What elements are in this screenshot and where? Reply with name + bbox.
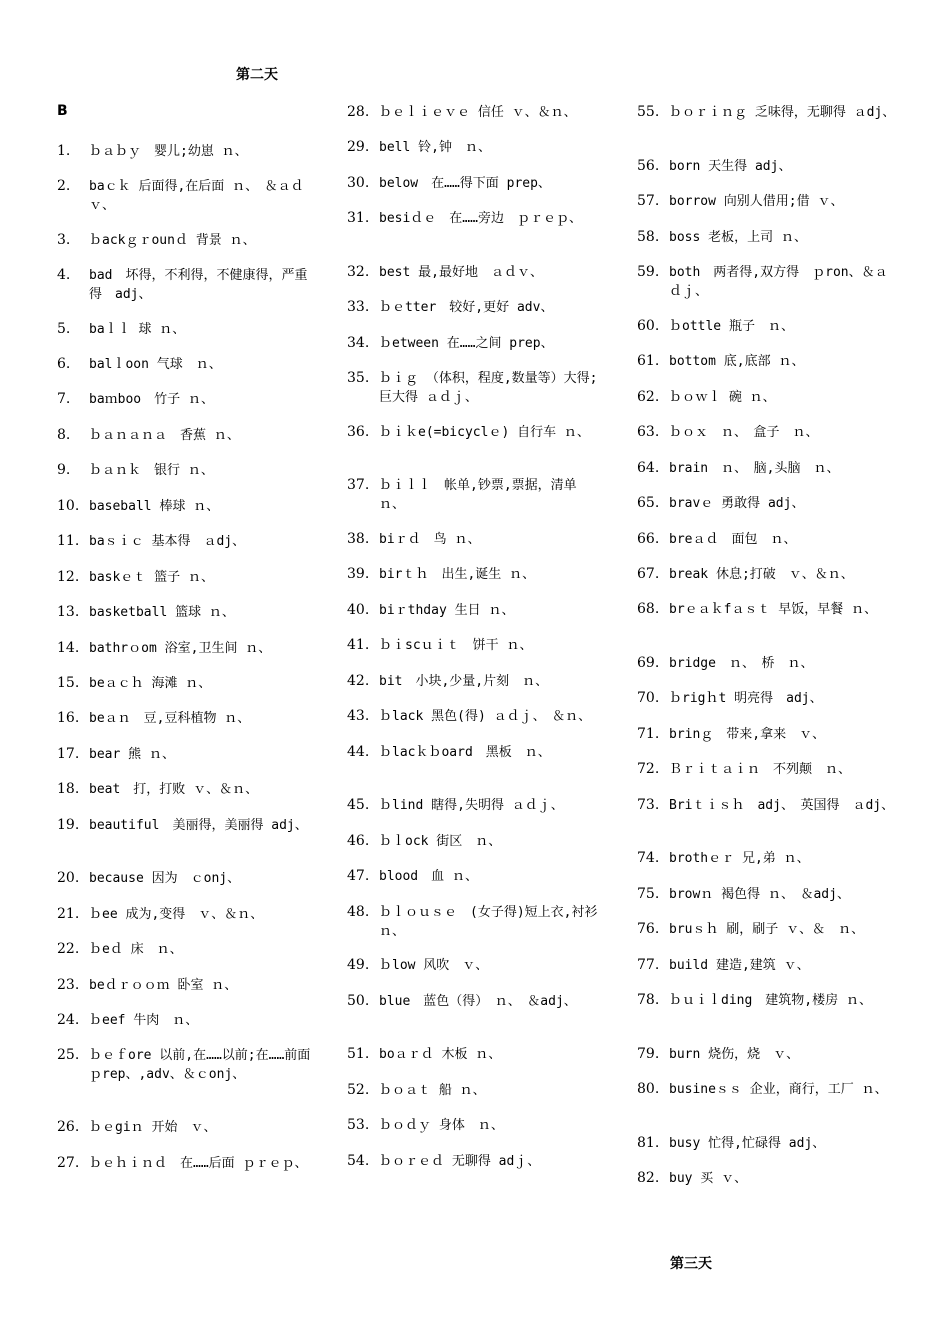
entry-number: 74. [637, 850, 660, 866]
vocab-entry [347, 103, 609, 122]
entry-text: ｂetween 在……之间 prep、 [379, 336, 554, 351]
vocab-entry [57, 390, 319, 409]
entry-number: 46. [347, 833, 370, 849]
entry-text: Ｂｒｉｔａｉｎ 不列颠 ｎ、 [669, 762, 852, 777]
entry-text: ｂａｎｋ 银行 ｎ、 [89, 463, 214, 478]
vocab-entry [57, 816, 319, 835]
entry-text: balｌoon 气球 ｎ、 [89, 357, 222, 372]
vocab-entry [347, 565, 609, 584]
entry-number: 22. [57, 941, 80, 957]
entry-text: blue 蓝色（得） ｎ、 ＆adj、 [379, 994, 577, 1009]
vocab-entry [637, 1169, 899, 1188]
entry-number: 19. [57, 817, 80, 833]
entry-text: brｅａｋfａｓｔ 早饭，早餐 ｎ、 [669, 602, 878, 617]
entry-text: ｂee 成为,变得 ｖ、＆ｎ、 [89, 907, 264, 922]
entry-text: ｂｏｒｉｎｇ 乏味得，无聊得 ａdj、 [669, 105, 896, 120]
entry-number: 62. [637, 389, 660, 405]
entry-number: 9. [57, 462, 71, 478]
entry-text: ｂａｂｙ 婴儿;幼崽 ｎ、 [89, 144, 248, 159]
entry-number: 10. [57, 498, 80, 514]
entry-text: bad 坏得，不利得，不健康得，严重得 adj、 [89, 268, 308, 302]
vocab-entry [347, 174, 609, 193]
entry-number: 69. [637, 655, 660, 671]
entry-text: busineｓｓ 企业，商行，工厂 ｎ、 [669, 1082, 888, 1097]
vocab-entry [637, 956, 899, 975]
entry-text: ｂottle 瓶子 ｎ、 [669, 319, 794, 334]
vocab-entry [637, 263, 899, 301]
entry-number: 26. [57, 1119, 80, 1135]
vocab-entry [637, 317, 899, 336]
entry-text: brain ｎ、 脑,头脑 ｎ、 [669, 461, 840, 476]
vocab-entry [637, 1134, 899, 1153]
vocab-entry [637, 157, 899, 176]
entry-text: Briｔｉｓｈ adj、 英国得 ａdj、 [669, 798, 895, 813]
entry-number: 18. [57, 781, 80, 797]
entry-number: 61. [637, 353, 660, 369]
entry-number: 53. [347, 1117, 370, 1133]
entry-number: 73. [637, 797, 660, 813]
entry-text: ｂｌock 街区 ｎ、 [379, 834, 502, 849]
entry-text: brinｇ 带来,拿来 ｖ、 [669, 727, 826, 742]
vocab-entry [637, 103, 899, 122]
vocab-entry [637, 689, 899, 708]
vocab-entry [637, 725, 899, 744]
entry-text: bit 小块,少量,片刻 ｎ、 [379, 674, 549, 689]
vocab-entry [347, 743, 609, 762]
section-letter: B [57, 103, 68, 119]
entry-text: burn 烧伤，烧 ｖ、 [669, 1047, 800, 1062]
vocab-entry [347, 903, 609, 941]
entry-text: ｂackｇｒounｄ 背景 ｎ、 [89, 233, 256, 248]
vocab-entry [347, 867, 609, 886]
entry-text: beｄｒｏｏｍ 卧室 ｎ、 [89, 978, 238, 993]
entry-number: 11. [57, 533, 80, 549]
entry-text: ｂeｄ 床 ｎ、 [89, 942, 183, 957]
vocab-entry [637, 565, 899, 584]
entry-number: 35. [347, 370, 370, 386]
entry-text: baｍboo 竹子 ｎ、 [89, 392, 214, 407]
entry-number: 65. [637, 495, 660, 511]
entry-number: 17. [57, 746, 80, 762]
entry-text: boａｒｄ 木板 ｎ、 [379, 1047, 502, 1062]
vocab-entry [347, 209, 609, 228]
entry-number: 57. [637, 193, 660, 209]
entry-number: 37. [347, 477, 370, 493]
entry-text: ｂｅｆore 以前,在……以前;在……前面 ｐrep、,adv、＆ｃonj、 [89, 1048, 324, 1082]
entry-number: 15. [57, 675, 80, 691]
vocab-entry [347, 334, 609, 353]
entry-text: baｃｋ 后面得,在后面 ｎ、 ＆ａｄｖ、 [89, 179, 304, 213]
vocab-entry [57, 320, 319, 339]
entry-text: ｂｅtter 较好,更好 adv、 [379, 300, 554, 315]
entry-text: ｂlind 瞎得,失明得 ａｄｊ、 [379, 798, 564, 813]
entry-text: because 因为 ｃonj、 [89, 871, 241, 886]
vocab-entry [57, 142, 319, 161]
vocab-entry [57, 568, 319, 587]
entry-text: beａｃｈ 海滩 ｎ、 [89, 676, 212, 691]
vocab-entry [637, 885, 899, 904]
vocab-entry [347, 369, 609, 407]
entry-text: bell 铃,钟 ｎ、 [379, 140, 491, 155]
entry-number: 20. [57, 870, 80, 886]
entry-number: 70. [637, 690, 660, 706]
vocab-entry [347, 601, 609, 620]
vocab-entry [57, 869, 319, 888]
vocab-entry [347, 636, 609, 655]
entry-number: 79. [637, 1046, 660, 1062]
entry-number: 38. [347, 531, 370, 547]
vocab-entry [637, 849, 899, 868]
entry-text: basketball 篮球 ｎ、 [89, 605, 235, 620]
vocab-entry [637, 760, 899, 779]
vocab-entry [637, 600, 899, 619]
entry-number: 58. [637, 229, 660, 245]
entry-number: 13. [57, 604, 80, 620]
entry-text: ｂｉｋe(=bicyclｅ) 自行车 ｎ、 [379, 425, 590, 440]
entry-text: ｂlacｋｂoard 黑板 ｎ、 [379, 745, 551, 760]
entry-text: ｂlow 风吹 ｖ、 [379, 958, 489, 973]
next-day-title: 第三天 [670, 1256, 712, 1272]
entry-number: 41. [347, 637, 370, 653]
entry-text: ｂｅｈｉｎｄ 在……后面 ｐｒｅｐ、 [89, 1156, 308, 1171]
entry-text: blood 血 ｎ、 [379, 869, 478, 884]
entry-text: ｂｏａｔ 船 ｎ、 [379, 1083, 486, 1098]
entry-number: 81. [637, 1135, 660, 1151]
vocab-entry [637, 654, 899, 673]
entry-text: biｒｄ 鸟 ｎ、 [379, 532, 481, 547]
entry-text: born 天生得 adj、 [669, 159, 792, 174]
entry-number: 49. [347, 957, 370, 973]
vocab-entry [347, 423, 609, 442]
entry-number: 31. [347, 210, 370, 226]
entry-text: brothｅｒ 兄,弟 ｎ、 [669, 851, 810, 866]
entry-text: beat 打，打败 ｖ、＆ｎ、 [89, 782, 259, 797]
entry-number: 42. [347, 673, 370, 689]
entry-number: 14. [57, 640, 80, 656]
entry-number: 24. [57, 1012, 80, 1028]
vocab-entry [637, 192, 899, 211]
entry-number: 5. [57, 321, 71, 337]
entry-number: 33. [347, 299, 370, 315]
day-title: 第二天 [236, 67, 278, 83]
entry-text: ｂeef 牛肉 ｎ、 [89, 1013, 199, 1028]
entry-number: 43. [347, 708, 370, 724]
entry-text: boss 老板，上司 ｎ、 [669, 230, 807, 245]
entry-number: 82. [637, 1170, 660, 1186]
entry-number: 7. [57, 391, 71, 407]
entry-text: biｒthday 生日 ｎ、 [379, 603, 515, 618]
vocab-entry [347, 298, 609, 317]
vocab-entry [637, 796, 899, 815]
vocab-entry [637, 530, 899, 549]
vocab-entry [637, 423, 899, 442]
entry-text: beautiful 美丽得，美丽得 adj、 [89, 818, 308, 833]
entry-number: 68. [637, 601, 660, 617]
vocab-entry [347, 476, 609, 514]
entry-number: 47. [347, 868, 370, 884]
vocab-entry [57, 780, 319, 799]
entry-number: 54. [347, 1153, 370, 1169]
entry-number: 63. [637, 424, 660, 440]
entry-text: ｂｅgiｎ 开始 ｖ、 [89, 1120, 217, 1135]
entry-text: both 两者得,双方得 ｐron、＆ａｄｊ、 [669, 265, 888, 299]
entry-number: 77. [637, 957, 660, 973]
entry-text: bridge ｎ、 桥 ｎ、 [669, 656, 814, 671]
vocab-entry [347, 796, 609, 815]
entry-text: ｂｏｘ ｎ、 盒子 ｎ、 [669, 425, 819, 440]
entry-number: 23. [57, 977, 80, 993]
entry-text: bruｓｈ 刷，刷子 ｖ、＆ ｎ、 [669, 922, 865, 937]
vocab-entry [57, 1011, 319, 1030]
entry-text: ｂａｎａｎａ 香蕉 ｎ、 [89, 428, 240, 443]
entry-text: build 建造,建筑 ｖ、 [669, 958, 810, 973]
vocab-entry [57, 497, 319, 516]
entry-text: besiｄｅ 在……旁边 ｐｒｅｐ、 [379, 211, 582, 226]
entry-text: borrow 向别人借用;借 ｖ、 [669, 194, 844, 209]
entry-text: baｓｉｃ 基本得 ａdj、 [89, 534, 246, 549]
entry-text: baｌｌ 球 ｎ、 [89, 322, 186, 337]
entry-number: 36. [347, 424, 370, 440]
entry-number: 76. [637, 921, 660, 937]
entry-number: 44. [347, 744, 370, 760]
entry-text: beａｎ 豆,豆科植物 ｎ、 [89, 711, 251, 726]
entry-text: bathrｏom 浴室,卫生间 ｎ、 [89, 641, 272, 656]
vocab-entry [347, 1045, 609, 1064]
vocab-entry [57, 639, 319, 658]
vocab-entry [57, 1046, 324, 1084]
entry-text: breａｄ 面包 ｎ、 [669, 532, 797, 547]
vocab-entry [347, 138, 609, 157]
vocab-entry [57, 976, 319, 995]
entry-text: bravｅ 勇敢得 adj、 [669, 496, 805, 511]
vocab-entry [347, 263, 609, 282]
entry-number: 25. [57, 1047, 80, 1063]
entry-number: 60. [637, 318, 660, 334]
vocab-entry [57, 1118, 319, 1137]
entry-number: 72. [637, 761, 660, 777]
entry-text: birｔｈ 出生,诞生 ｎ、 [379, 567, 536, 582]
entry-text: ｂｏｗｌ 碗 ｎ、 [669, 390, 776, 405]
vocab-entry [637, 1080, 899, 1099]
entry-text: bear 熊 ｎ、 [89, 747, 175, 762]
entry-text: browｎ 褐色得 ｎ、 ＆adj、 [669, 887, 850, 902]
vocab-entry [637, 920, 899, 939]
entry-number: 75. [637, 886, 660, 902]
entry-number: 64. [637, 460, 660, 476]
vocab-entry [57, 426, 319, 445]
vocab-entry [57, 940, 319, 959]
entry-number: 21. [57, 906, 80, 922]
entry-number: 59. [637, 264, 660, 280]
entry-text: below 在……得下面 prep、 [379, 176, 551, 191]
entry-number: 66. [637, 531, 660, 547]
entry-number: 12. [57, 569, 80, 585]
entry-number: 1. [57, 143, 71, 159]
entry-text: ｂrigｈt 明亮得 adj、 [669, 691, 823, 706]
entry-number: 2. [57, 178, 71, 194]
entry-text: ｂｕｉｌding 建筑物,楼房 ｎ、 [669, 993, 872, 1008]
vocab-entry [57, 461, 319, 480]
vocab-entry [347, 672, 609, 691]
entry-text: ｂｅｌｉｅｖｅ 信任 ｖ、＆ｎ、 [379, 105, 577, 120]
vocab-entry [637, 352, 899, 371]
entry-number: 56. [637, 158, 660, 174]
entry-number: 34. [347, 335, 370, 351]
vocab-entry [347, 956, 609, 975]
vocab-entry [637, 459, 899, 478]
entry-text: baskｅｔ 篮子 ｎ、 [89, 570, 214, 585]
vocab-entry [347, 992, 609, 1011]
entry-number: 55. [637, 104, 660, 120]
entry-number: 48. [347, 904, 370, 920]
entry-text: ｂｏｄｙ 身体 ｎ、 [379, 1118, 504, 1133]
entry-text: baseball 棒球 ｎ、 [89, 499, 220, 514]
vocab-entry [57, 231, 319, 250]
vocab-entry [347, 1116, 609, 1135]
entry-number: 4. [57, 267, 71, 283]
vocab-entry [637, 494, 899, 513]
vocab-entry [57, 674, 319, 693]
entry-text: ｂlack 黑色(得) ａｄｊ、 ＆ｎ、 [379, 709, 592, 724]
entry-number: 6. [57, 356, 71, 372]
entry-number: 80. [637, 1081, 660, 1097]
entry-number: 51. [347, 1046, 370, 1062]
vocab-entry [637, 388, 899, 407]
entry-number: 40. [347, 602, 370, 618]
vocab-entry [347, 1081, 609, 1100]
entry-text: ｂｏｒｅｄ 无聊得 adｊ、 [379, 1154, 541, 1169]
vocab-entry [57, 603, 319, 622]
entry-number: 30. [347, 175, 370, 191]
vocab-entry [57, 905, 319, 924]
entry-number: 16. [57, 710, 80, 726]
entry-number: 45. [347, 797, 370, 813]
entry-text: bottom 底,底部 ｎ、 [669, 354, 805, 369]
entry-number: 32. [347, 264, 370, 280]
entry-number: 29. [347, 139, 370, 155]
entry-text: buy 买 ｖ、 [669, 1171, 748, 1186]
vocab-entry [637, 1045, 899, 1064]
vocab-entry [347, 832, 609, 851]
entry-number: 67. [637, 566, 660, 582]
vocab-entry [57, 1154, 319, 1173]
vocab-entry [57, 745, 319, 764]
entry-number: 27. [57, 1155, 80, 1171]
vocab-entry [347, 530, 609, 549]
entry-number: 78. [637, 992, 660, 1008]
entry-text: busy 忙得,忙碌得 adj、 [669, 1136, 826, 1151]
entry-text: break 休息;打破 ｖ、＆ｎ、 [669, 567, 854, 582]
entry-number: 39. [347, 566, 370, 582]
vocab-entry [57, 532, 319, 551]
vocab-entry [57, 355, 319, 374]
entry-text: ｂｉscｕｉｔ 饼干 ｎ、 [379, 638, 533, 653]
entry-number: 71. [637, 726, 660, 742]
vocab-entry [57, 177, 319, 215]
entry-number: 28. [347, 104, 370, 120]
vocab-entry [637, 228, 899, 247]
entry-number: 8. [57, 427, 71, 443]
entry-text: ｂｌｏｕｓｅ (女子得)短上衣,衬衫 ｎ、 [379, 905, 606, 939]
entry-text: ｂｉｌｌ 帐单,钞票,票据，清单 ｎ、 [379, 478, 585, 512]
vocab-entry [347, 1152, 609, 1171]
entry-number: 50. [347, 993, 370, 1009]
entry-number: 52. [347, 1082, 370, 1098]
vocab-entry [57, 709, 319, 728]
entry-text: ｂｉｇ （体积，程度,数量等）大得;巨大得 ａｄｊ、 [379, 371, 598, 405]
vocab-entry [637, 991, 899, 1010]
vocab-entry [57, 266, 319, 304]
vocab-entry [347, 707, 609, 726]
entry-text: best 最,最好地 ａｄｖ、 [379, 265, 543, 280]
entry-number: 3. [57, 232, 71, 248]
